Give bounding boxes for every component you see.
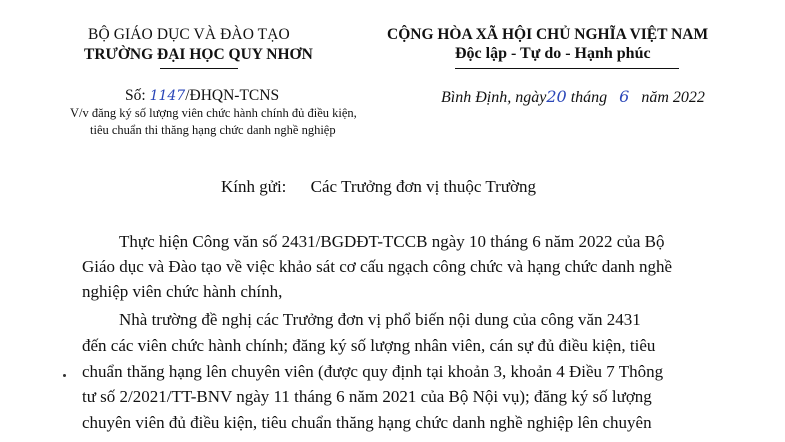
university-name: TRƯỜNG ĐẠI HỌC QUY NHƠN: [84, 46, 313, 63]
body-line-8: chuyên viên đủ điều kiện, tiêu chuẩn thăng hạng chức danh nghề nghiệp lên chuyên: [82, 413, 652, 432]
document-number: [125, 87, 279, 105]
month-label: tháng: [570, 89, 608, 106]
country-name: CỘNG HÒA XÃ HỘI CHỦ NGHĨA VIỆT NAM: [387, 26, 709, 43]
margin-dot: [63, 374, 66, 377]
body-line-7: tư số 2/2021/TT-BNV ngày 11 tháng 6 năm 2021 của Bộ Nội vụ); đăng ký số lượng: [82, 387, 652, 406]
ministry-name: BỘ GIÁO DỤC VÀ ĐÀO TẠO: [88, 26, 290, 43]
body-line-3: nghiệp viên chức hành chính,: [82, 282, 283, 301]
greeting-recipient: Các Trưởng đơn vị thuộc Trường: [310, 177, 537, 196]
body-line-2: Giáo dục và Đào tạo về việc khảo sát cơ cấu ngạch công chức và hạng chức danh nghề: [82, 257, 673, 276]
subject-line-2: tiêu chuẩn thi thăng hạng chức danh nghề nghiệp: [90, 123, 336, 137]
greeting-label: Kính gửi:: [221, 177, 287, 196]
place-and-date: [441, 87, 705, 107]
place-label: Bình Định, ngày: [441, 89, 547, 106]
motto: Độc lập - Tự do - Hạnh phúc: [455, 45, 651, 62]
body-line-6: chuẩn thăng hạng lên chuyên viên (được quy định tại khoản 3, khoản 4 Điều 7 Thông: [82, 362, 664, 381]
doc-number-suffix: /ĐHQN-TCNS: [185, 87, 280, 104]
subject-line-1: V/v đăng ký số lượng viên chức hành chính đủ điều kiện,: [70, 106, 357, 120]
doc-number-prefix: Số:: [125, 87, 146, 104]
motto-underline: [455, 68, 679, 69]
date-month-handwritten: 6: [619, 87, 630, 106]
body-line-5: đến các viên chức hành chính; đăng ký số lượng nhân viên, cán sự đủ điều kiện, tiêu: [82, 336, 656, 355]
body-line-1: Thực hiện Công văn số 2431/BGDĐT-TCCB ngày 10 tháng 6 năm 2022 của Bộ: [119, 232, 665, 251]
year-label: năm 2022: [641, 89, 705, 106]
date-day-handwritten: 20: [546, 87, 567, 106]
body-line-4: Nhà trường đề nghị các Trưởng đơn vị phổ biến nội dung của công văn 2431: [119, 310, 641, 329]
greeting: [221, 177, 536, 197]
university-underline: [160, 68, 238, 69]
doc-number-handwritten: 1147: [149, 88, 186, 104]
